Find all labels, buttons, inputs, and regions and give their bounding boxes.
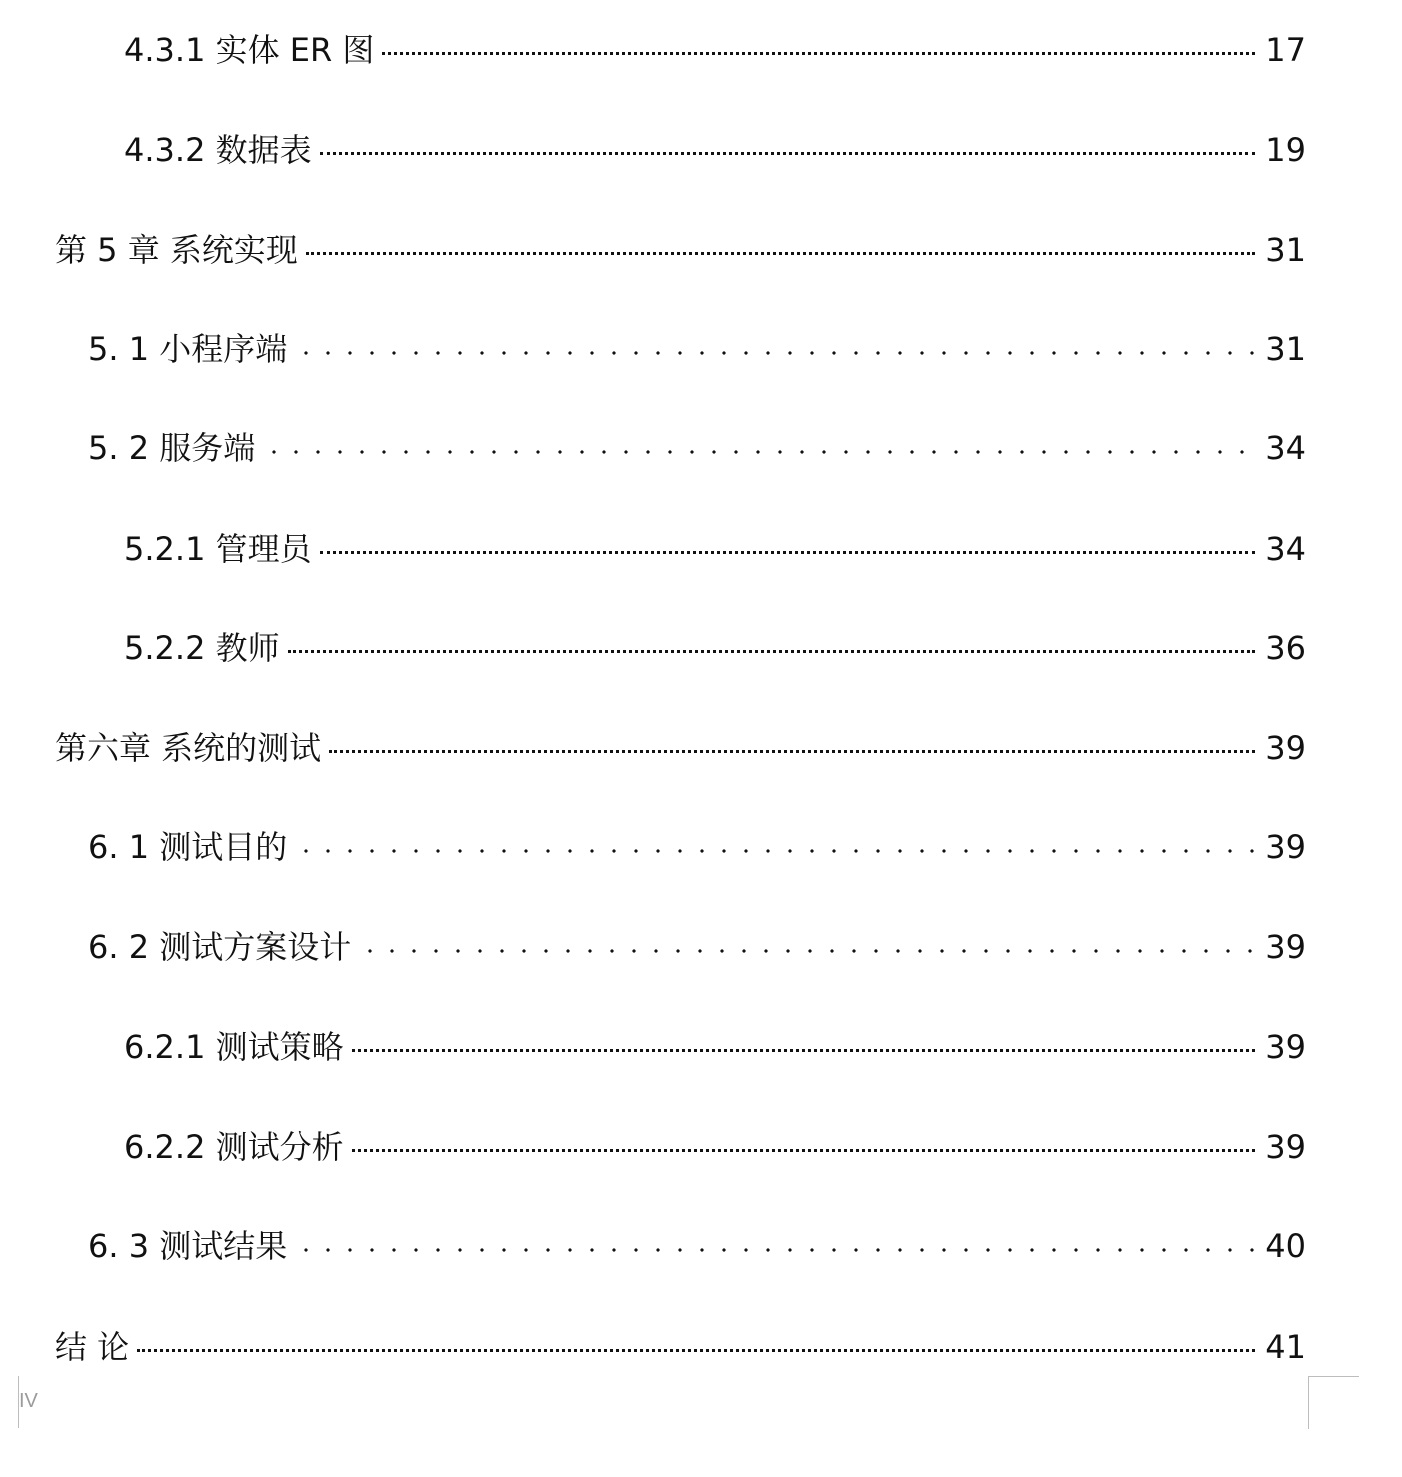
toc-entry-5-2-2[interactable] — [124, 626, 1306, 670]
toc-entry-page: 39 — [1265, 729, 1306, 767]
toc-entry-page: 40 — [1265, 1227, 1306, 1265]
toc-entry-page: 39 — [1265, 828, 1306, 866]
toc-leader-dots — [137, 1349, 1255, 1352]
toc-entry-page: 39 — [1265, 1028, 1306, 1066]
toc-leader-dots — [288, 650, 1256, 653]
toc-entry-title: 6.2.2 测试分析 — [124, 1128, 344, 1166]
toc-entry-title: 结 论 — [55, 1328, 130, 1366]
toc-entry-page: 31 — [1265, 231, 1306, 269]
toc-entry-page: 17 — [1265, 31, 1306, 69]
toc-entry-6-2[interactable] — [88, 925, 1306, 969]
page-corner-mark-right — [1308, 1376, 1359, 1429]
toc-entry-5-1[interactable] — [88, 327, 1306, 371]
toc-entry-6-3[interactable] — [88, 1224, 1306, 1268]
toc-entry-page: 39 — [1265, 928, 1306, 966]
toc-entry-title: 4.3.2 数据表 — [124, 131, 312, 169]
toc-leader-dots — [352, 1049, 1256, 1052]
toc-leader-dots — [359, 948, 1255, 954]
toc-entry-page: 34 — [1265, 429, 1306, 467]
toc-entry-4-3-1[interactable] — [124, 28, 1306, 72]
toc-entry-page: 36 — [1265, 629, 1306, 667]
toc-leader-dots — [295, 350, 1255, 356]
toc-entry-6-1[interactable] — [88, 825, 1306, 869]
toc-leader-dots — [329, 750, 1255, 753]
toc-leader-dots — [306, 252, 1255, 255]
toc-leader-dots — [352, 1149, 1256, 1152]
toc-entry-title: 6.2.1 测试策略 — [124, 1028, 344, 1066]
toc-leader-dots — [320, 551, 1256, 554]
toc-entry-title: 第六章 系统的测试 — [55, 729, 322, 767]
toc-entry-title: 第 5 章 系统实现 — [55, 231, 298, 269]
toc-leader-dots — [263, 449, 1255, 455]
footer-page-number: IV — [19, 1390, 38, 1412]
toc-leader-dots — [320, 152, 1256, 155]
toc-leader-dots — [295, 848, 1255, 854]
toc-leader-dots — [295, 1247, 1255, 1253]
toc-entry-page: 19 — [1265, 131, 1306, 169]
toc-entry-page: 34 — [1265, 530, 1306, 568]
toc-entry-chapter-6[interactable] — [55, 726, 1306, 770]
toc-entry-chapter-5[interactable] — [55, 228, 1306, 272]
toc-entry-title: 4.3.1 实体 ER 图 — [124, 31, 375, 69]
toc-entry-title: 6. 1 测试目的 — [88, 828, 288, 866]
toc-leader-dots — [382, 52, 1255, 55]
toc-entry-5-2-1[interactable] — [124, 527, 1306, 571]
toc-entry-page: 39 — [1265, 1128, 1306, 1166]
toc-entry-page: 41 — [1265, 1328, 1306, 1366]
toc-entry-6-2-2[interactable] — [124, 1125, 1306, 1169]
toc-entry-title: 5. 1 小程序端 — [88, 330, 288, 368]
toc-entry-4-3-2[interactable] — [124, 128, 1306, 172]
toc-entry-conclusion[interactable] — [55, 1325, 1306, 1369]
toc-entry-title: 5. 2 服务端 — [88, 429, 256, 467]
toc-entry-6-2-1[interactable] — [124, 1025, 1306, 1069]
toc-entry-page: 31 — [1265, 330, 1306, 368]
toc-entry-title: 5.2.2 教师 — [124, 629, 280, 667]
toc-entry-title: 6. 3 测试结果 — [88, 1227, 288, 1265]
toc-entry-title: 6. 2 测试方案设计 — [88, 928, 352, 966]
toc-entry-5-2[interactable] — [88, 426, 1306, 470]
toc-entry-title: 5.2.1 管理员 — [124, 530, 312, 568]
